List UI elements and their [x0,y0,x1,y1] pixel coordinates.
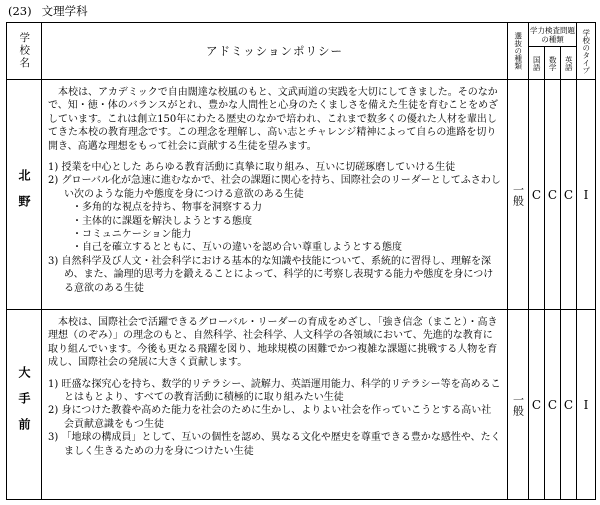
english-rank: C [561,80,577,310]
admission-policy-table [6,22,596,500]
policy-item: 3) 「地球の構成員」として、互いの個性を認め、異なる文化や歴史を尊重できる豊かな感性や、たくましく生きるための力を身につけたい生徒 [48,432,501,457]
policy-text [42,80,508,310]
header-math: 数学 [545,47,561,80]
policy-item: 2) グローバル化が急速に進むなかで、社会の課題に関心を持ち、国際社会のリーダーとしてふさわしい次のような能力や態度を身につける意欲のある生徒 [48,175,501,200]
policy-item: 1) 授業を中心とした あらゆる教育活動に真摯に取り組み、互いに切磋琢磨していける生徒 [48,162,456,174]
section-title: 文理学科 [41,4,88,18]
policy-text [42,310,508,500]
school-name: 北野 [7,80,42,310]
math-rank: C [545,310,561,500]
school-name: 大手前 [7,310,42,500]
policy-subitem: ・自己を確立するとともに、互いの違いを認め合い尊重しようとする態度 [72,242,402,254]
policy-item: 3) 自然科学及び人文・社会科学における基本的な知識や技能について、系統的に習得し、理解を深め、また、論理的思考力を鍛えることによって、科学的に考察し表現する能力や態度を身につける意欲のある生徒 [48,255,494,294]
school-type: I [577,310,596,500]
policy-item: 2) 身につけた教養や高めた能力を社会のために生かし、よりよい社会を作っていこうとする高い社会貢献意識をもつ生徒 [48,405,492,430]
section-heading [8,3,88,19]
policy-item: 1) 旺盛な探究心を持ち、数学的リテラシー、読解力、英語運用能力、科学的リテラシー等を高めることはもとより、すべての教育活動に積極的に取り組みたい生徒 [48,378,501,404]
table-row [7,310,596,500]
selection-type: 一般 [508,80,529,310]
header-english: 英語 [561,47,577,80]
policy-subitem: ・多角的な視点を持ち、物事を洞察する力 [72,202,262,214]
header-school: 学校名 [7,23,42,80]
school-type: I [577,80,596,310]
english-rank: C [561,310,577,500]
japanese-rank: C [529,310,545,500]
header-ability-group: 学力検査問題の種類 [529,23,577,47]
policy-intro: 本校は、アカデミックで自由闊達な校風のもと、文武両道の実践を大切にしてきました。そのなかで、知・徳・体のバランスがとれ、豊かな人間性と心身のたくましさを備えた生徒を育むことをめざしています。これは創立150年にわたる歴史のなかで培われ、これまで数多くの優れた人材を輩出してきた本校の教育理念です。この理念を理解し、高い志とチャレンジ精神によって自らの進路を切り開き、高邁な理想をもって社会に貢献する生徒を望みます。 [48,87,499,152]
table-row [7,80,596,310]
policy-intro: 本校は、国際社会で活躍できるグローバル・リーダーの育成をめざし、「強き信念（まこと）・高き理想（のぞみ）」の理念のもと、自然科学、社会科学、人文科学の各領域において、先進的な教育に取り組んでいます。今後も更なる飛躍を図り、地球規模の困難でかつ複雑な課題に挑戦する人物を育成し、国際社会の発展に大きく貢献します。 [48,317,498,369]
selection-type: 一般 [508,310,529,500]
header-policy: アドミッションポリシー [42,23,508,80]
header-selection-type: 選抜の種類 [508,23,529,80]
math-rank: C [545,80,561,310]
policy-subitem: ・コミュニケーション能力 [72,229,192,241]
japanese-rank: C [529,80,545,310]
policy-subitem: ・主体的に課題を解決しようとする態度 [72,215,252,227]
section-number: (23) [8,4,32,18]
header-school-type: 学校のタイプ [577,23,596,80]
header-japanese: 国語 [529,47,545,80]
